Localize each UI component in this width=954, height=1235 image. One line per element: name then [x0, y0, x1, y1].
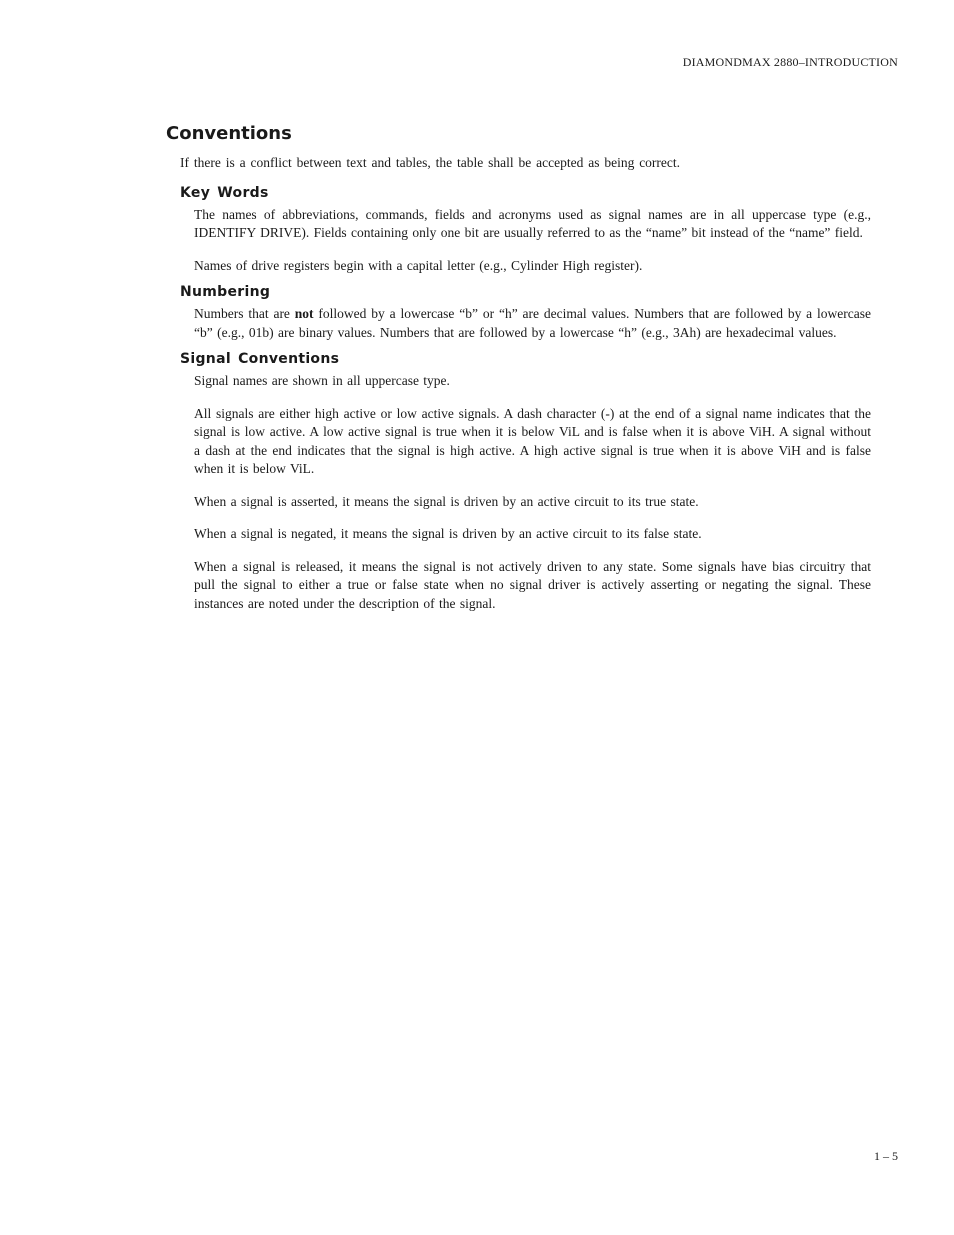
key-words-paragraph-1: The names of abbreviations, commands, fields and acronyms used as signal names are in all uppercase type (e.g., IDENTIFY DRIVE). Fields containing only one bit are usually referred to as the “name” bit instead of the “name” field. [194, 206, 871, 240]
key-words-heading: Key Words [180, 184, 269, 201]
numbering-text-after: followed by a lowercase “b” or “h” are decimal values. Numbers that are followed by a lowercase “b” (e.g., 01b) are binary values. Numbers that are followed by a lowercase “h” (e.g., 3Ah) are hexadecimal values. [194, 306, 871, 340]
section-intro: If there is a conflict between text and tables, the table shall be accepted as being correct. [180, 155, 681, 170]
section-title: Conventions [166, 123, 292, 144]
numbering-heading: Numbering [180, 284, 271, 300]
signal-conventions-heading: Signal Conventions [180, 351, 340, 367]
signal-paragraph-5: When a signal is released, it means the signal is not actively driven to any state. Some signals have bias circuitry that pull the signal to either a true or false state when no signal driver is actively asserting or negating the signal. These instances are noted under the description of the signal. [194, 558, 871, 611]
signal-paragraph-2: All signals are either high active or low active signals. A dash character (-) at the end of a signal name indicates that the signal is low active. A low active signal is true when it is below ViL and is false when it is above ViH. A signal without a dash at the end indicates that the signal is high active. A high active signal is true when it is above ViH and is false when it is below ViL. [194, 405, 871, 476]
signal-paragraph-4: When a signal is negated, it means the signal is driven by an active circuit to its false state. [194, 526, 702, 541]
signal-paragraph-1: Signal names are shown in all uppercase type. [194, 373, 450, 388]
key-words-paragraph-2: Names of drive registers begin with a capital letter (e.g., Cylinder High register). [194, 257, 643, 273]
numbering-paragraph [194, 305, 871, 342]
numbering-emphasis: not [294, 306, 314, 321]
running-header: DIAMONDMAX 2880–INTRODUCTION [682, 55, 898, 69]
page-number: 1 – 5 [874, 1149, 898, 1163]
page-content [166, 122, 871, 627]
signal-paragraph-3: When a signal is asserted, it means the signal is driven by an active circuit to its true state. [194, 493, 699, 509]
numbering-text-before: Numbers that are [194, 306, 295, 321]
